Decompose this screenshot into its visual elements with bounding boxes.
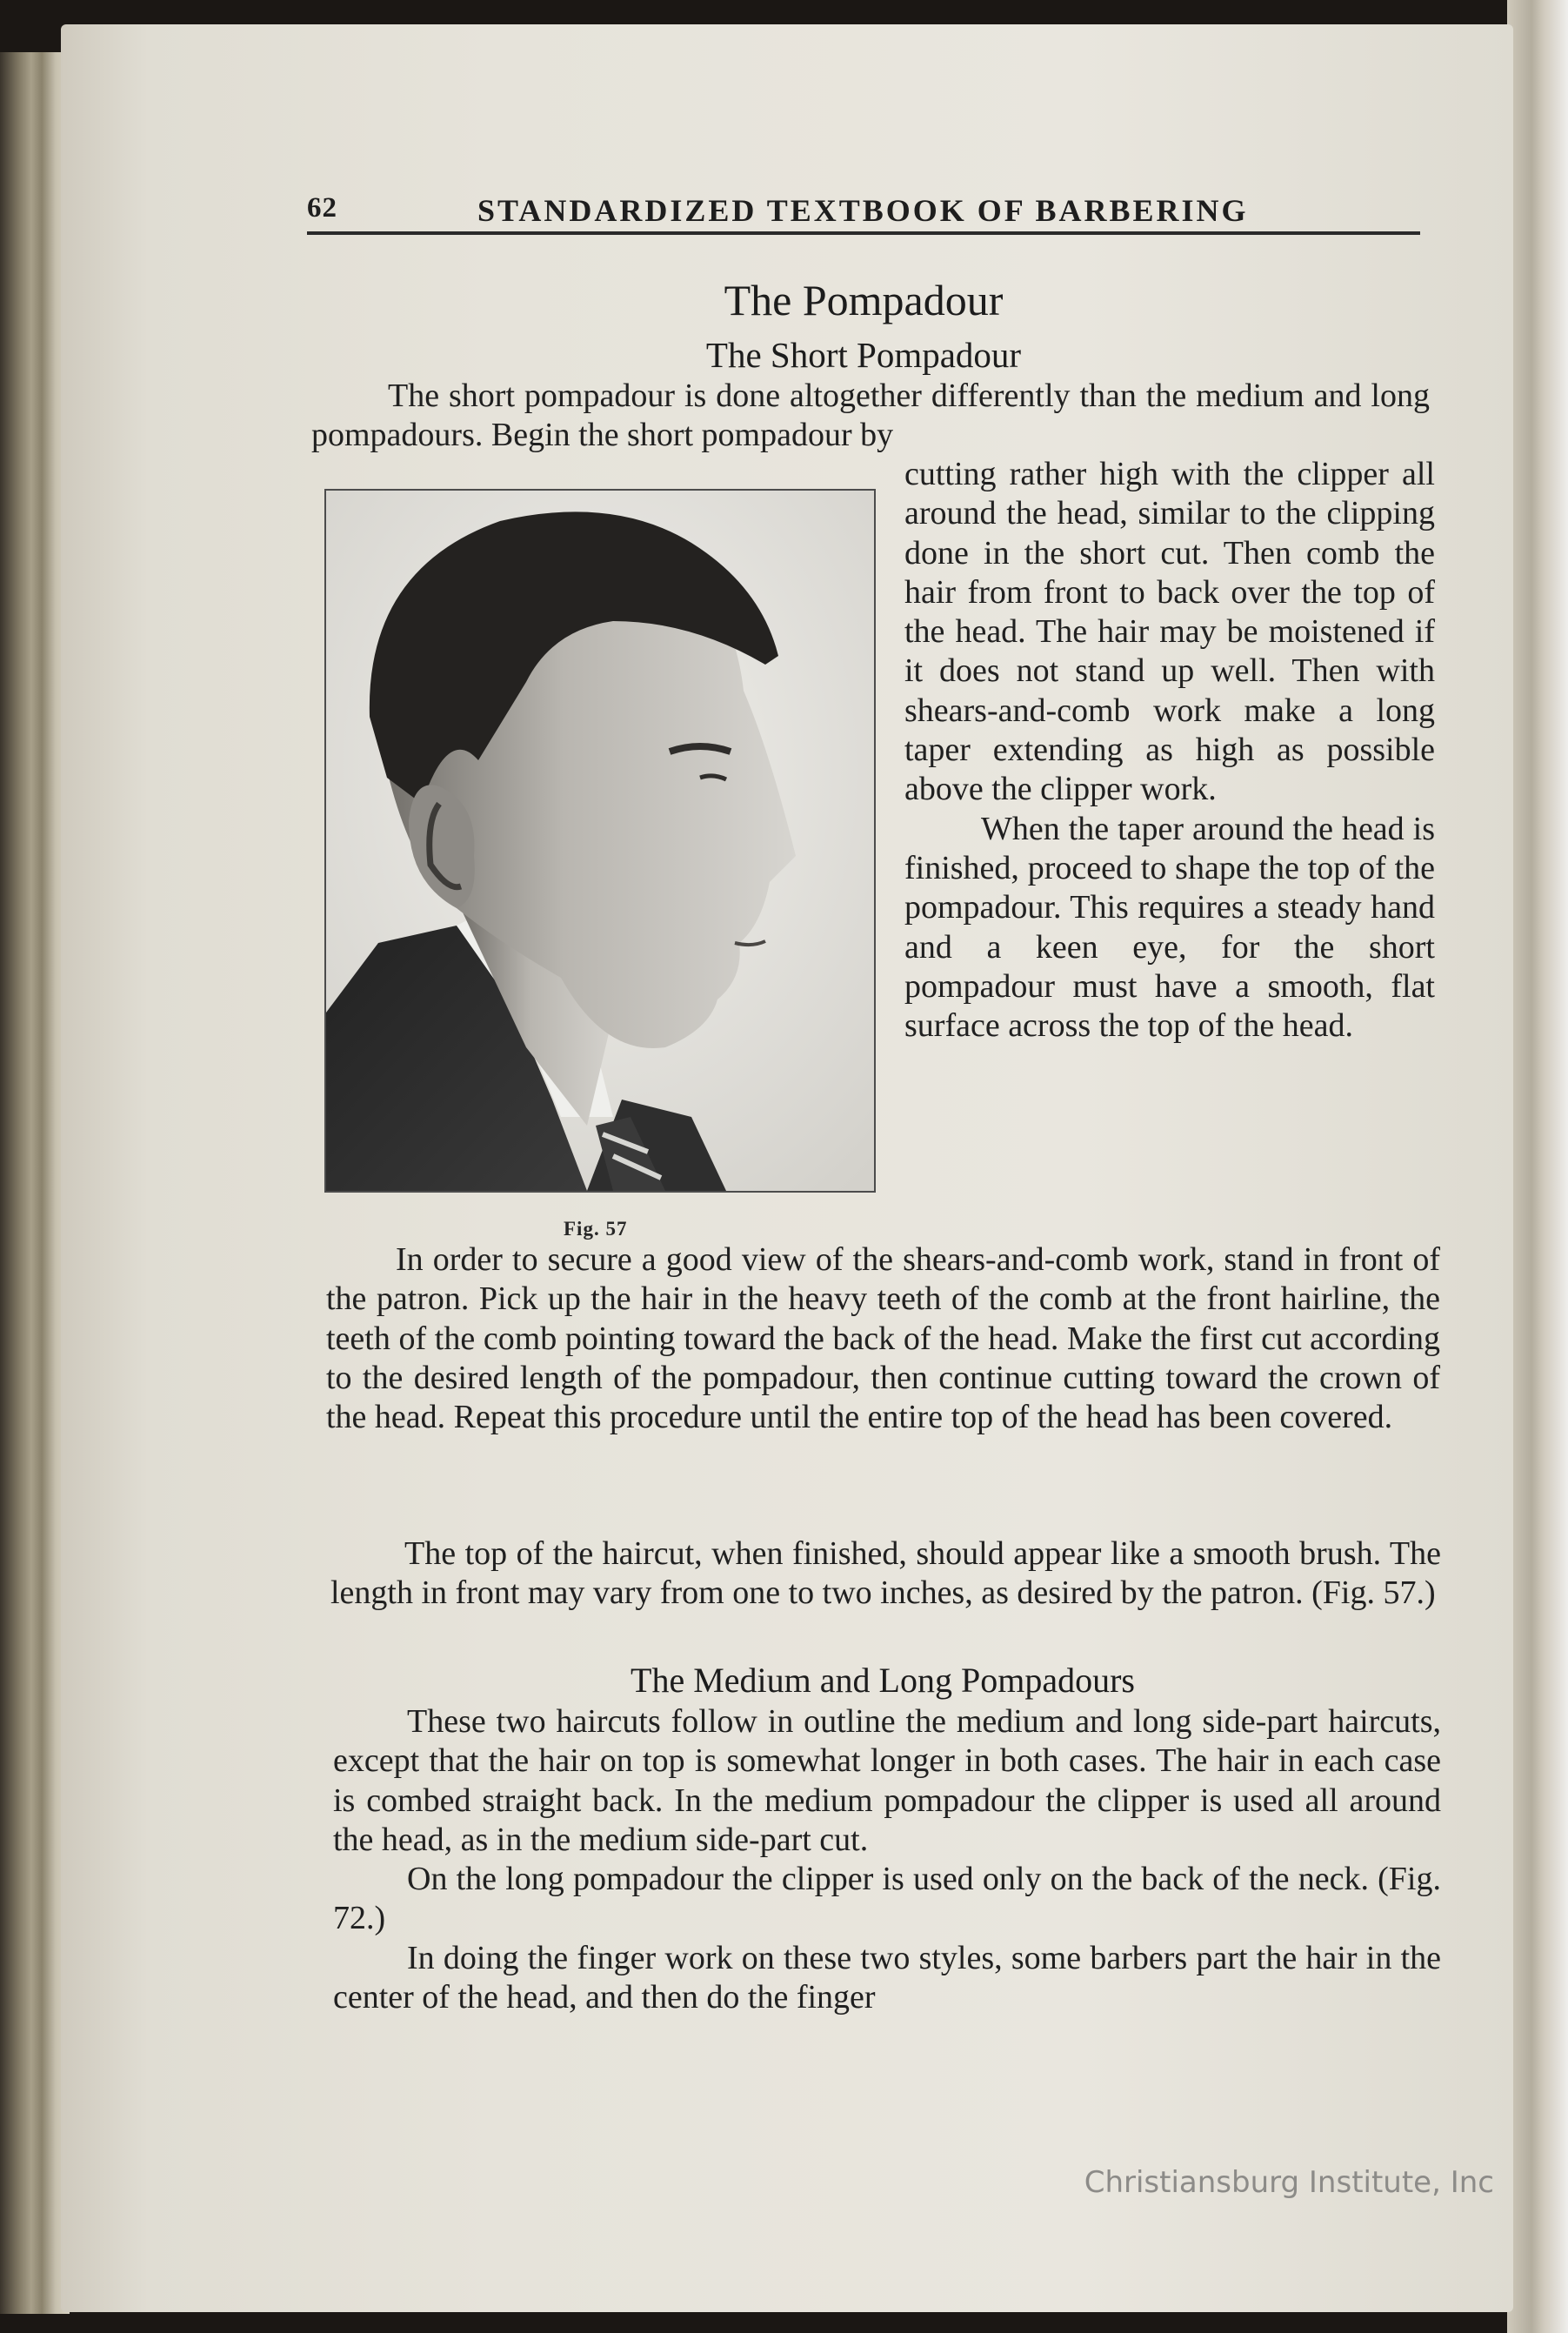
- intro-paragraph: [311, 377, 1430, 456]
- book-left-edge: [0, 52, 70, 2314]
- section-title: The Medium and Long Pompadours: [631, 1661, 1135, 1700]
- running-head: [307, 192, 1420, 236]
- paragraph-4-block: [330, 1534, 1441, 1614]
- figure-caption: Fig. 57: [564, 1218, 628, 1240]
- medium-long-section: [333, 1702, 1441, 2017]
- paragraph-5: These two haircuts follow in outline the medium and long side-part haircuts, except that the hair on top is somewhat longer in both cases. The hair in each case is combed straight back. In the medium pompadour the clipper is used all around the head, as in the medium side-part cut.: [333, 1703, 1441, 1858]
- paragraph-1-continued: cutting rather high with the clipper all around the head, similar to the clipping done in the short cut. Then comb the hair from front to back over the top of the head. The hair may be moistened if it does not stand up well. Then with shears-and-comb work make a long taper extending as high as possible above the clipper work.: [904, 456, 1435, 808]
- man-profile-illustration: [326, 491, 874, 1191]
- paragraph-3: In order to secure a good view of the shears-and-comb work, stand in front of the patron. Pick up the hair in the heavy teeth of the comb at the front hairline, the teeth of the comb pointing toward the back of the head. Make the first cut according to the desired length of the pompadour, then continue cutting toward the crown of the head. Repeat this procedure until the entire top of the head has been covered.: [326, 1241, 1440, 1436]
- page-number: 62: [307, 192, 337, 224]
- running-title: STANDARDIZED TEXTBOOK OF BARBERING: [477, 193, 1249, 228]
- watermark: Christiansburg Institute, Inc: [1084, 2165, 1494, 2200]
- paragraph-4: The top of the haircut, when finished, should appear like a smooth brush. The length in front may vary from one to two inches, as desired by the patron. (Fig. 57.): [330, 1535, 1441, 1612]
- paragraph-2: When the taper around the head is finished, proceed to shape the top of the pompadour. This requires a steady hand and a keen eye, for the short pompadour must have a smooth, flat surface across the top of the head.: [904, 810, 1435, 1045]
- chapter-title: The Pompadour: [724, 276, 1004, 324]
- paragraph-3-block: [326, 1240, 1440, 1437]
- paragraph-7: In doing the finger work on these two styles, some barbers part the hair in the center of the head, and then do the finger: [333, 1939, 1441, 2016]
- intro-text: The short pompadour is done altogether differently than the medium and long pompadours. Begin the short pompadour by: [311, 378, 1430, 454]
- paragraph-6: On the long pompadour the clipper is used only on the back of the neck. (Fig. 72.): [333, 1861, 1441, 1937]
- book-right-edge: [1507, 0, 1568, 2333]
- figure-57-photo: [324, 489, 876, 1193]
- header-rule: [307, 231, 1420, 235]
- right-column-text: [904, 455, 1435, 1046]
- subsection-title: The Short Pompadour: [705, 335, 1022, 375]
